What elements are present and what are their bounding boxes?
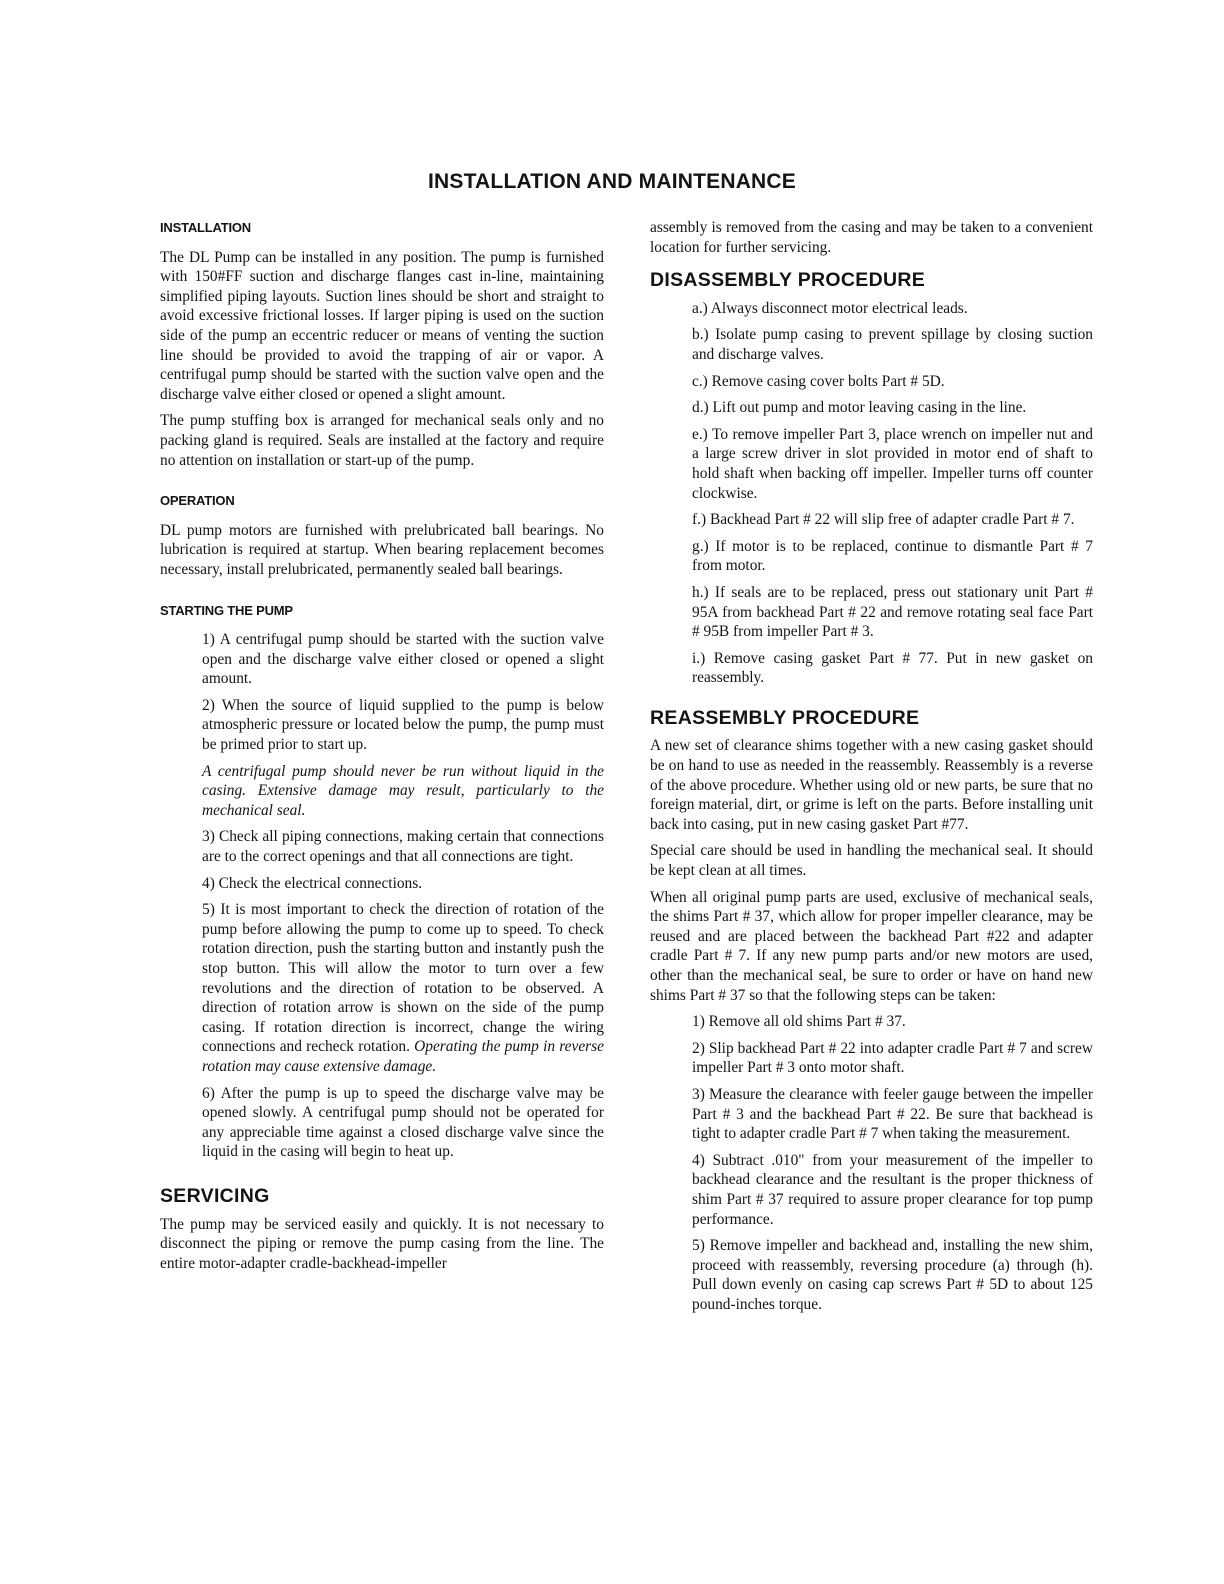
reassembly-step-2: 2) Slip backhead Part # 22 into adapter cradle Part # 7 and screw impeller Part # 3 onto motor shaft.: [692, 1039, 1093, 1077]
reassembly-step-5: 5) Remove impeller and backhead and, installing the new shim, proceed with reassembly, reversing procedure (a) through (h). Pull down evenly on casing cap screws Part # 5D to about 125 pound-inches torque.: [692, 1237, 1093, 1313]
servicing-paragraph-continued: assembly is removed from the casing and may be taken to a convenient location for further servicing.: [650, 219, 1093, 256]
disassembly-step-f: f.) Backhead Part # 22 will slip free of adapter cradle Part # 7.: [692, 511, 1075, 529]
starting-step-1: 1) A centrifugal pump should be started with the suction valve open and the discharge valve either closed or opened a slight amount.: [202, 631, 604, 688]
disassembly-step-d: d.) Lift out pump and motor leaving casing in the line.: [692, 399, 1027, 417]
starting-step-3: 3) Check all piping connections, making certain that connections are to the correct openings and that all connections are tight.: [202, 828, 604, 866]
starting-step-6: 6) After the pump is up to speed the discharge valve may be opened slowly. A centrifugal pump should not be operated for any appreciable time against a closed discharge valve since the liquid in the casing will begin to heat up.: [202, 1084, 604, 1161]
reassembly-paragraph-2: Special care should be used in handling the mechanical seal. It should be kept clean at all times.: [650, 842, 1093, 880]
disassembly-heading: DISASSEMBLY PROCEDURE: [650, 269, 926, 292]
disassembly-step-e: e.) To remove impeller Part 3, place wrench on impeller nut and a large screw driver in slot provided in motor end of shaft to hold shaft when backing off impeller. Impeller turns off counter clockwise.: [692, 425, 1093, 502]
disassembly-step-i: i.) Remove casing gasket Part # 77. Put in new gasket on reassembly.: [692, 649, 1093, 687]
starting-step-4: 4) Check the electrical connections.: [202, 874, 423, 892]
installation-paragraph-1: The DL Pump can be installed in any position. The pump is furnished with 150#FF suction and discharge flanges cast in-line, maintaining simplified piping layouts. Suction lines should be short and straight to avoid excessive frictional losses. If larger piping is used on the suction side of the pump an eccentric reducer or means of venting the suction line should be provided to avoid the trapping of air or vapor. A centrifugal pump should be started with the suction valve open and the discharge valve either closed or opened a slight amount.: [160, 248, 604, 403]
disassembly-step-a: a.) Always disconnect motor electrical leads.: [692, 299, 968, 317]
page-title: INSTALLATION AND MAINTENANCE: [427, 170, 796, 193]
disassembly-step-b: b.) Isolate pump casing to prevent spillage by closing suction and discharge valves.: [692, 326, 1093, 363]
starting-step-5-text: 5) It is most important to check the direction of rotation of the pump before allowing the pump to come up to speed. To check rotation direction, push the starting button and instantly push the stop button. This will allow the motor to turn over a few revolutions and the direction of rotation to be observed. A direction of rotation arrow is shown on the side of the pump casing. If rotation direction is incorrect, change the wiring connections and recheck rotation.: [202, 901, 604, 1056]
disassembly-step-g: g.) If motor is to be replaced, continue to dismantle Part # 7 from motor.: [692, 537, 1093, 575]
reassembly-paragraph-1: A new set of clearance shims together with a new casing gasket should be on hand to use as needed in the reassembly. Reassembly is a reverse of the above procedure. Whether using old or new parts, be sure that no foreign material, dirt, or grime is left on the parts. Before installing unit back into casing, put in new casing gasket Part #77.: [650, 737, 1093, 833]
reassembly-heading: REASSEMBLY PROCEDURE: [650, 706, 920, 729]
operation-paragraph: DL pump motors are furnished with prelubricated ball bearings. No lubrication is required at startup. When bearing replacement becomes necessary, install prelubricated, permanently sealed ball bearings.: [160, 521, 604, 578]
reassembly-steps: [650, 1012, 1093, 1314]
reassembly-step-3: 3) Measure the clearance with feeler gauge between the impeller Part # 3 and the backhead Part # 22. Be sure that backhead is tight to adapter cradle Part # 7 when taking the measurement.: [692, 1085, 1093, 1143]
starting-heading: STARTING THE PUMP: [160, 602, 293, 618]
left-column: [160, 218, 604, 1280]
right-column: [650, 218, 1093, 1322]
disassembly-step-c: c.) Remove casing cover bolts Part # 5D.: [692, 372, 945, 390]
starting-step-5: [202, 900, 604, 1076]
operation-heading: OPERATION: [160, 493, 235, 509]
servicing-heading: SERVICING: [160, 1184, 270, 1207]
disassembly-steps: [650, 299, 1093, 688]
reassembly-step-1: 1) Remove all old shims Part # 37.: [692, 1013, 906, 1031]
installation-paragraph-2: The pump stuffing box is arranged for mechanical seals only and no packing gland is required. Seals are installed at the factory and require no attention on installation or start-up of the pump.: [160, 412, 604, 469]
starting-steps: [160, 630, 604, 1162]
starting-step-2: 2) When the source of liquid supplied to the pump is below atmospheric pressure or located below the pump, the pump must be primed prior to start up.: [202, 696, 604, 754]
installation-heading: INSTALLATION: [160, 220, 251, 235]
reassembly-paragraph-3: When all original pump parts are used, exclusive of mechanical seals, the shims Part # 37, which allow for proper impeller clearance, may be reused and are placed between the backhead Part #22 and adapter cradle Part # 7. If any new pump parts and/or new motors are used, other than the mechanical seal, be sure to order or have on hand new shims Part # 37 so that the following steps can be taken:: [650, 888, 1093, 1004]
disassembly-step-h: h.) If seals are to be replaced, press out stationary unit Part # 95A from backhead Part # 22 and remove rotating seal face Part # 95B from impeller Part # 3.: [692, 583, 1093, 641]
reassembly-step-4: 4) Subtract .010" from your measurement of the impeller to backhead clearance and the resultant is the proper thickness of shim Part # 37 required to assure proper clearance for top pump performance.: [692, 1151, 1093, 1228]
starting-warning: A centrifugal pump should never be run without liquid in the casing. Extensive damage may result, particularly to the mechanical seal.: [202, 762, 604, 819]
starting-step-5-warning: Operating the pump in reverse rotation may cause extensive damage.: [202, 1038, 604, 1075]
servicing-paragraph: The pump may be serviced easily and quickly. It is not necessary to disconnect the piping or remove the pump casing from the line. The entire motor-adapter cradle-backhead-impeller: [160, 1215, 604, 1272]
